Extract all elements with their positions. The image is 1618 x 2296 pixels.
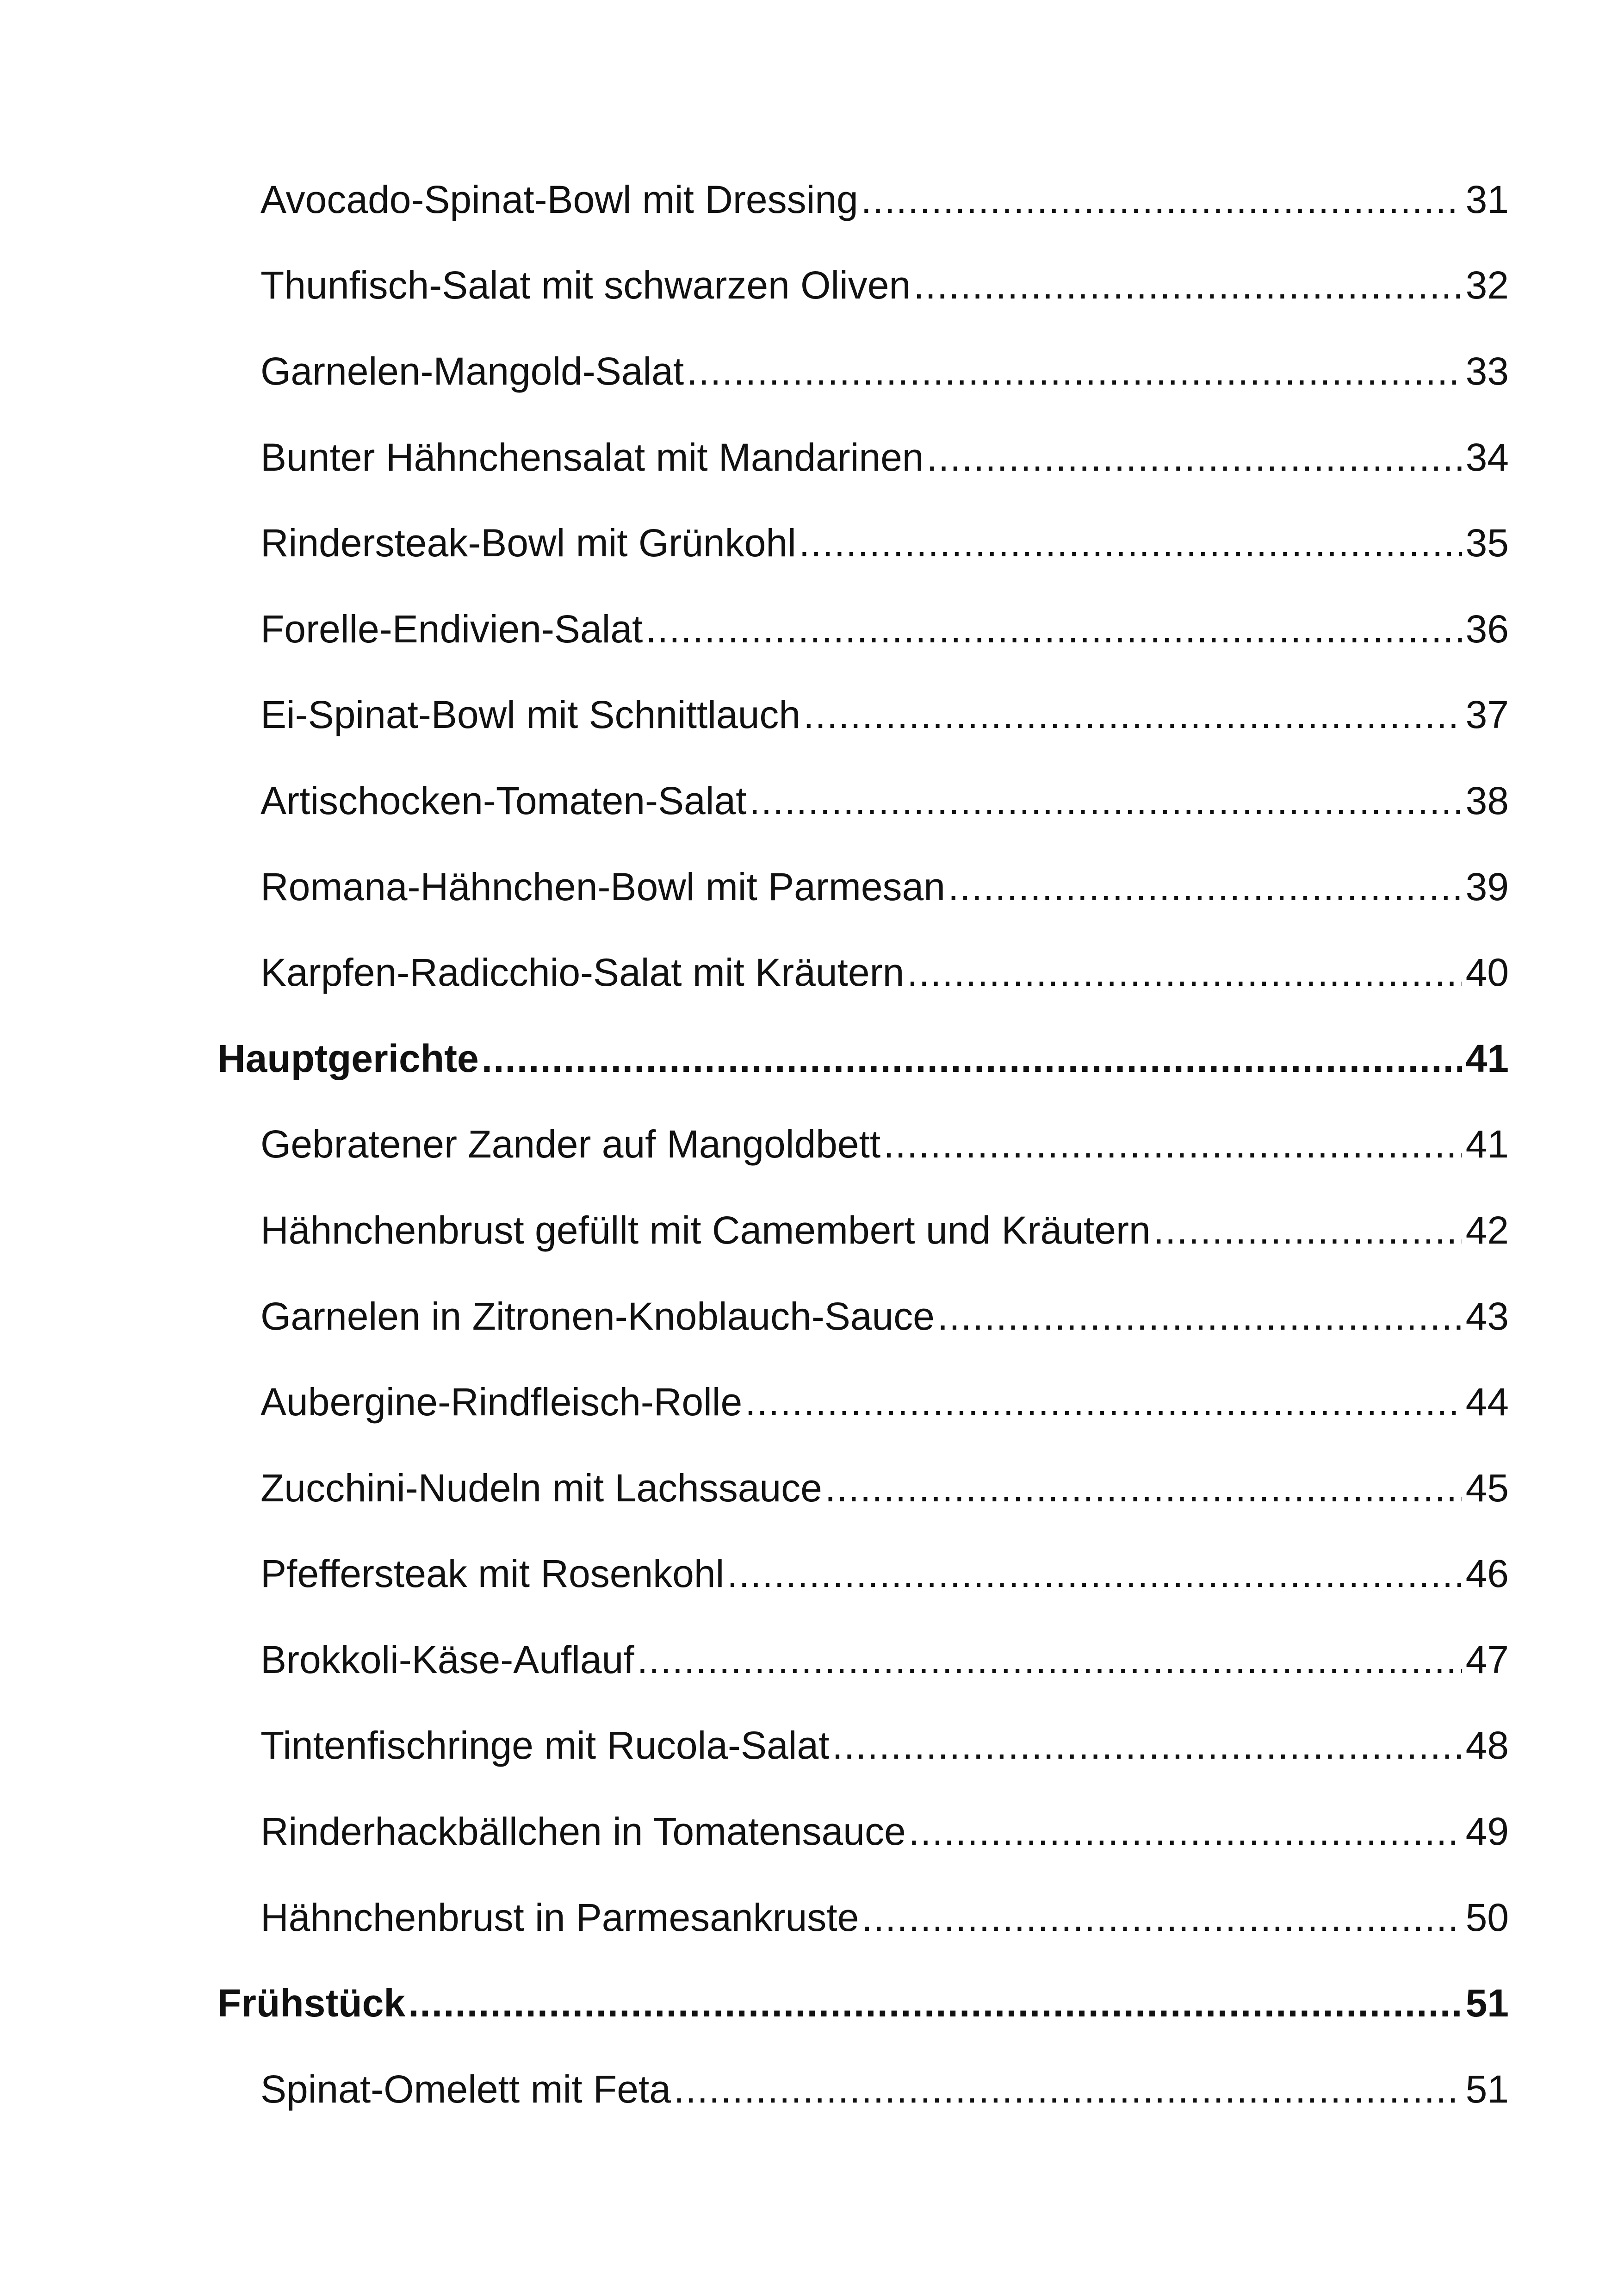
dot-leader [937, 1297, 1462, 1336]
toc-page-number: 44 [1465, 1380, 1509, 1424]
dot-leader [907, 953, 1462, 992]
toc-entry[interactable] [217, 500, 1509, 586]
toc-entry[interactable] [217, 758, 1509, 844]
toc-entry-title: Thunfisch-Salat mit schwarzen Oliven [260, 263, 911, 307]
dot-leader [883, 1125, 1462, 1164]
dot-leader [1153, 1211, 1462, 1250]
toc-entry[interactable] [217, 672, 1509, 758]
toc-entry[interactable] [217, 243, 1509, 329]
toc-entry[interactable] [217, 1703, 1509, 1789]
toc-entry[interactable] [217, 1359, 1509, 1445]
dot-leader [645, 610, 1462, 648]
toc-entry[interactable] [217, 328, 1509, 414]
toc-page-number: 46 [1465, 1552, 1509, 1596]
toc-entry[interactable] [217, 929, 1509, 1015]
toc-entry-title: Gebratener Zander auf Mangoldbett [260, 1122, 881, 1166]
toc-page-number: 47 [1465, 1637, 1509, 1681]
dot-leader [799, 523, 1462, 562]
toc-page-number: 36 [1465, 607, 1509, 651]
toc-entry-title: Romana-Hähnchen-Bowl mit Parmesan [260, 865, 945, 908]
toc-entry-title: Brokkoli-Käse-Auflauf [260, 1637, 634, 1681]
toc-page-number: 35 [1465, 521, 1509, 565]
toc-page-number: 51 [1465, 2067, 1509, 2111]
toc-entry-title: Pfeffersteak mit Rosenkohl [260, 1552, 725, 1596]
toc-entry-title: Hähnchenbrust gefüllt mit Camembert und Kräutern [260, 1208, 1151, 1252]
toc-entry[interactable] [217, 1617, 1509, 1703]
toc-entry[interactable] [217, 414, 1509, 500]
toc-entry[interactable] [217, 844, 1509, 930]
toc-page-number: 34 [1465, 435, 1509, 479]
toc-entry-title: Garnelen in Zitronen-Knoblauch-Sauce [260, 1294, 935, 1338]
toc-entry[interactable] [217, 2046, 1509, 2132]
toc-entry-title: Tintenfischringe mit Rucola-Salat [260, 1724, 830, 1767]
toc-entry-title: Rinderhackbällchen in Tomatensauce [260, 1810, 906, 1854]
toc-entry-title: Hähnchenbrust in Parmesankruste [260, 1895, 859, 1939]
toc-entry[interactable] [217, 1874, 1509, 1960]
toc-page-number: 45 [1465, 1466, 1509, 1510]
toc-entry[interactable] [217, 1531, 1509, 1617]
toc-entry-title: Karpfen-Radicchio-Salat mit Kräutern [260, 951, 905, 995]
dot-leader [687, 352, 1462, 391]
dot-leader [862, 1898, 1462, 1937]
toc-entry[interactable] [217, 1445, 1509, 1531]
dot-leader [832, 1726, 1462, 1765]
dot-leader [637, 1640, 1462, 1679]
toc-page-number: 40 [1465, 951, 1509, 995]
toc-entry-title: Ei-Spinat-Bowl mit Schnittlauch [260, 693, 801, 737]
toc-entry-title: Garnelen-Mangold-Salat [260, 349, 684, 393]
toc-page-number: 37 [1465, 693, 1509, 737]
toc-section-heading[interactable] [217, 1015, 1509, 1101]
toc-entry-title: Avocado-Spinat-Bowl mit Dressing [260, 177, 858, 221]
toc-entry[interactable] [217, 156, 1509, 243]
toc-entry[interactable] [217, 1273, 1509, 1359]
dot-leader [948, 867, 1462, 906]
toc-entry[interactable] [217, 1187, 1509, 1273]
toc-section-title: Frühstück [217, 1981, 406, 2025]
toc-page-number: 38 [1465, 778, 1509, 822]
toc-section-heading[interactable] [217, 1960, 1509, 2046]
dot-leader [909, 1812, 1462, 1851]
dot-leader [745, 1382, 1462, 1421]
toc-entry[interactable] [217, 586, 1509, 672]
toc-section-title: Hauptgerichte [217, 1036, 479, 1080]
dot-leader [927, 438, 1463, 477]
dot-leader [913, 266, 1462, 305]
toc-entry-title: Forelle-Endivien-Salat [260, 607, 643, 651]
dot-leader [482, 1039, 1462, 1078]
toc-entry-title: Rindersteak-Bowl mit Grünkohl [260, 521, 796, 565]
table-of-contents [217, 156, 1509, 2132]
toc-entry-title: Artischocken-Tomaten-Salat [260, 778, 747, 822]
toc-page-number: 32 [1465, 263, 1509, 307]
dot-leader [825, 1468, 1462, 1507]
toc-entry[interactable] [217, 1788, 1509, 1874]
toc-page-number: 39 [1465, 865, 1509, 908]
toc-page-number: 33 [1465, 349, 1509, 393]
toc-entry-title: Bunter Hähnchensalat mit Mandarinen [260, 435, 924, 479]
dot-leader [408, 1984, 1462, 2022]
toc-page-number: 51 [1465, 1981, 1509, 2025]
toc-page-number: 42 [1465, 1208, 1509, 1252]
dot-leader [803, 695, 1462, 734]
toc-page-number: 48 [1465, 1724, 1509, 1767]
toc-entry[interactable] [217, 1101, 1509, 1188]
dot-leader [674, 2070, 1462, 2109]
dot-leader [861, 180, 1462, 219]
toc-page-number: 31 [1465, 177, 1509, 221]
toc-entry-title: Spinat-Omelett mit Feta [260, 2067, 671, 2111]
dot-leader [749, 781, 1462, 820]
dot-leader [727, 1554, 1462, 1593]
toc-page-number: 50 [1465, 1895, 1509, 1939]
toc-entry-title: Zucchini-Nudeln mit Lachssauce [260, 1466, 822, 1510]
toc-page-number: 41 [1465, 1036, 1509, 1080]
toc-entry-title: Aubergine-Rindfleisch-Rolle [260, 1380, 743, 1424]
toc-page-number: 49 [1465, 1810, 1509, 1854]
toc-page-number: 43 [1465, 1294, 1509, 1338]
toc-page-number: 41 [1465, 1122, 1509, 1166]
